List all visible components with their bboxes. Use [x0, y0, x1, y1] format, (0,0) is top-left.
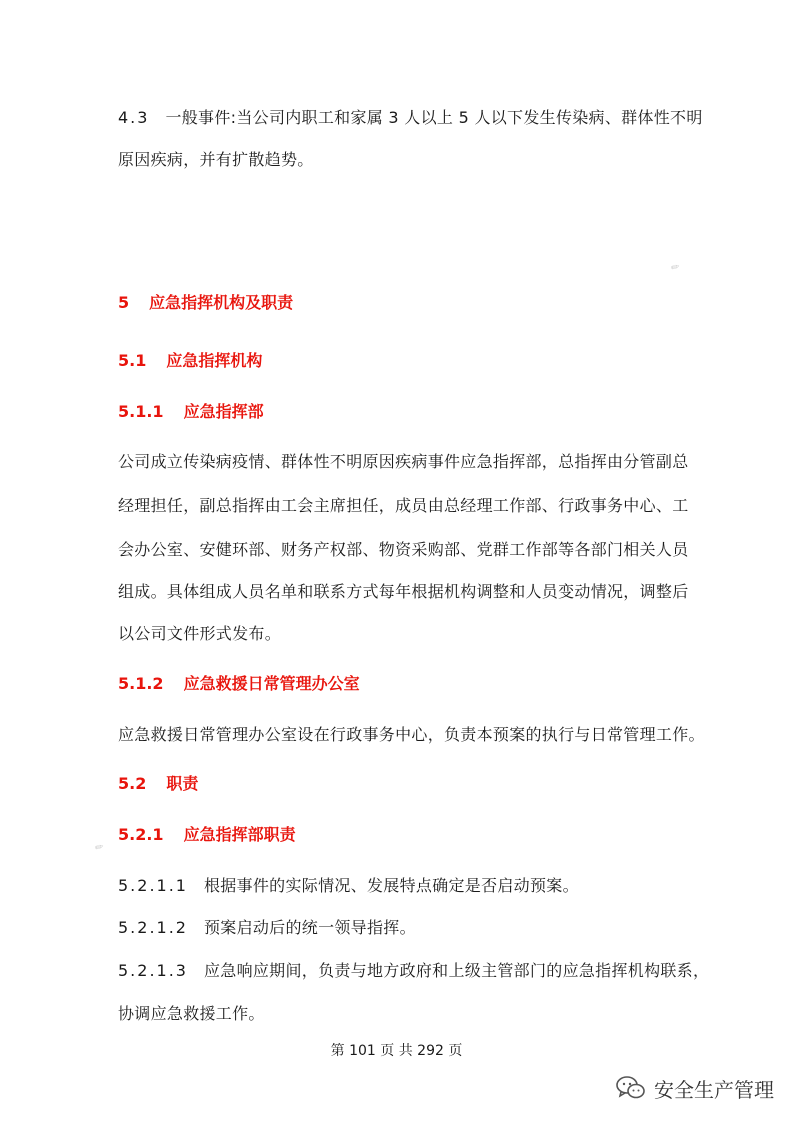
item-text: 预案启动后的统一领导指挥。	[203, 918, 416, 937]
list-item-continuation: 协调应急救援工作。	[118, 1004, 265, 1023]
page-number: 第 101 页 共 292 页	[330, 1043, 463, 1059]
heading-5-number: 5	[118, 293, 130, 312]
heading-5-2-title: 职责	[166, 774, 199, 793]
item-text: 根据事件的实际情况、发展特点确定是否启动预案。	[203, 876, 579, 895]
heading-5-1-1	[118, 402, 264, 422]
item-number: 5.2.1.2	[118, 918, 188, 937]
item-number: 5.2.1.3	[118, 961, 188, 980]
list-item	[118, 961, 709, 981]
footer-brand	[616, 1074, 774, 1102]
list-item	[118, 918, 416, 938]
list-item	[118, 876, 579, 896]
heading-5-1-2-number: 5.1.2	[118, 674, 164, 693]
section-4-3-line2: 原因疾病，并有扩散趋势。	[118, 150, 314, 169]
item-text: 应急响应期间，负责与地方政府和上级主管部门的应急指挥机构联系，	[203, 961, 710, 980]
heading-5-1-2-title: 应急救援日常管理办公室	[183, 674, 360, 693]
heading-5-1-title: 应急指挥机构	[166, 351, 263, 370]
heading-5-1-1-title: 应急指挥部	[183, 402, 264, 421]
heading-5-2-1-title: 应急指挥部职责	[183, 825, 296, 844]
heading-5-1-1-number: 5.1.1	[118, 402, 164, 421]
para-5-1-2: 应急救援日常管理办公室设在行政事务中心，负责本预案的执行与日常管理工作。	[118, 725, 705, 744]
heading-5-2	[118, 774, 198, 794]
section-4-3-line1	[118, 108, 703, 128]
heading-5-2-1-number: 5.2.1	[118, 825, 164, 844]
watermark-mark: ✎	[93, 841, 108, 854]
heading-5-1-number: 5.1	[118, 351, 147, 370]
para-5-1-1-line: 公司成立传染病疫情、群体性不明原因疾病事件应急指挥部，总指挥由分管副总	[118, 452, 689, 471]
watermark-mark: ✎	[669, 261, 684, 274]
wechat-icon	[616, 1075, 646, 1101]
heading-5-2-1	[118, 825, 296, 845]
para-5-1-1-line: 组成。具体组成人员名单和联系方式每年根据机构调整和人员变动情况，调整后	[118, 582, 689, 601]
section-4-3-text: 一般事件:当公司内职工和家属 3 人以上 5 人以下发生传染病、群体性不明	[165, 108, 703, 127]
para-5-1-1-line: 经理担任，副总指挥由工会主席担任，成员由总经理工作部、行政事务中心、工	[118, 496, 689, 515]
item-number: 5.2.1.1	[118, 876, 188, 895]
para-5-1-1-line: 会办公室、安健环部、财务产权部、物资采购部、党群工作部等各部门相关人员	[118, 540, 689, 559]
heading-5-1-2	[118, 674, 360, 694]
section-4-3-number: 4.3	[118, 108, 150, 127]
heading-5-2-number: 5.2	[118, 774, 147, 793]
heading-5	[118, 293, 293, 313]
heading-5-title: 应急指挥机构及职责	[149, 293, 294, 312]
para-5-1-1-line: 以公司文件形式发布。	[118, 624, 282, 643]
heading-5-1	[118, 351, 262, 371]
footer-brand-name: 安全生产管理	[654, 1077, 774, 1102]
